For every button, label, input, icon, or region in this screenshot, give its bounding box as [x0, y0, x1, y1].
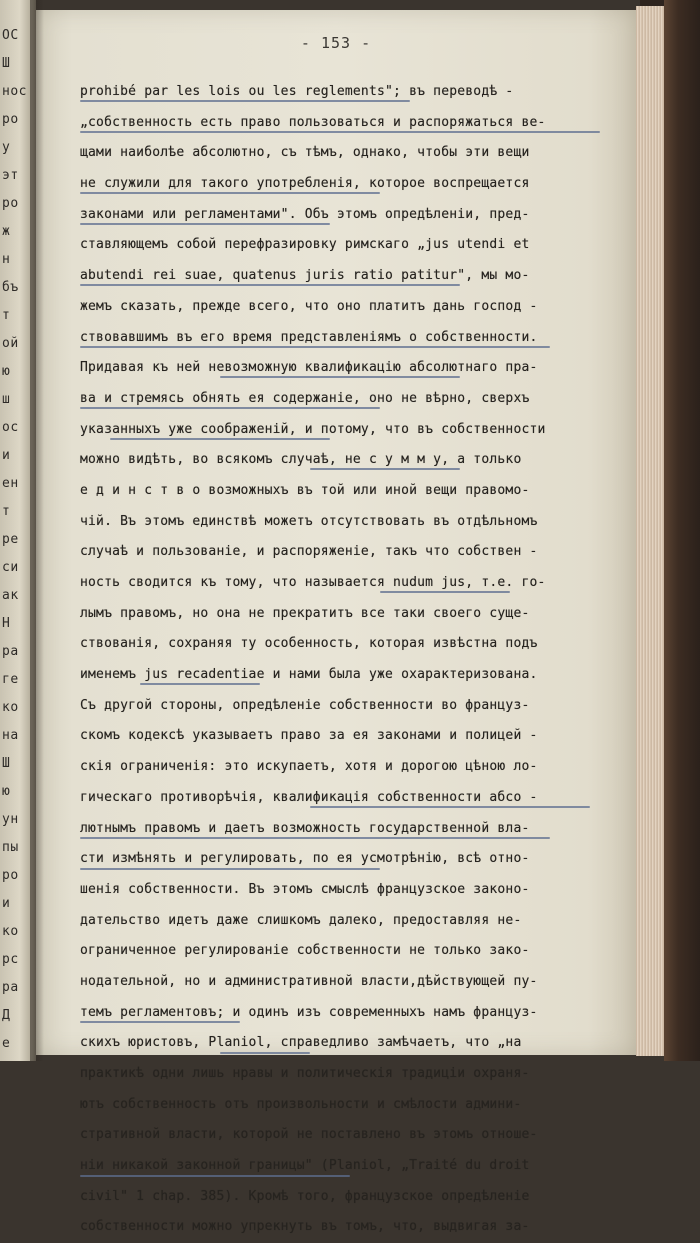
- left-page-fragment: эт: [2, 168, 19, 183]
- left-page-fragment: ОС: [2, 28, 19, 43]
- text-line: сти измѣнять и регулировать, по ея усмотрѣнію, всѣ отно-: [80, 851, 530, 867]
- text-line: указанныхъ уже соображеній, и потому, что въ собственности: [80, 421, 546, 437]
- left-page-fragment: Ш: [2, 56, 11, 71]
- left-page-fragment: ро: [2, 112, 19, 127]
- text-line: нодательной, но и административной власти,дѣйствующей пу-: [80, 973, 538, 989]
- text-line: „собственность есть право пользоваться и распоряжаться ве-: [80, 114, 546, 130]
- text-line: чій. Въ этомъ единствѣ можетъ отсутствовать въ отдѣльномъ: [80, 513, 538, 529]
- text-line: ва и стремясь обнять ея содержаніе, оно не вѣрно, сверхъ: [80, 390, 530, 406]
- pencil-underline: [80, 837, 550, 839]
- text-line: собственности можно упрекнуть въ томъ, что, выдвигая за-: [80, 1219, 530, 1235]
- left-page-fragment: ю: [2, 784, 11, 799]
- pencil-underline: [220, 1052, 310, 1054]
- text-line: скія ограниченія: это искупаетъ, хотя и дорогою цѣною ло-: [80, 759, 538, 775]
- text-line: скихъ юристовъ, Planiol, справедливо замѣчаетъ, что „на: [80, 1035, 522, 1051]
- text-line: Съ другой стороны, опредѣленіе собственности во француз-: [80, 697, 530, 713]
- text-line: законами или регламентами". Объ этомъ опредѣленіи, пред-: [80, 206, 530, 222]
- pencil-underline: [310, 806, 590, 808]
- left-page-fragment: у: [2, 140, 11, 155]
- text-line: темъ регламентовъ; и одинъ изъ современныхъ намъ француз-: [80, 1004, 538, 1020]
- left-page-fragment: бъ: [2, 280, 19, 295]
- pencil-underline: [80, 868, 380, 870]
- left-page-fragment: ра: [2, 644, 19, 659]
- left-page-fragment: пы: [2, 840, 19, 855]
- text-line: prohibé par les lois ou les reglements"; въ переводѣ -: [80, 84, 514, 99]
- left-page-fragment: Ш: [2, 756, 11, 771]
- text-line: abutendi rei suae, quatenus juris ratio patitur", мы мо-: [80, 268, 530, 284]
- left-page-fragment: и: [2, 896, 11, 911]
- left-page-fragment: ш: [2, 392, 11, 407]
- left-page-fragment: ак: [2, 588, 19, 603]
- left-page-fragment: ун: [2, 812, 19, 827]
- left-page-fragment: ро: [2, 868, 19, 883]
- text-line: ствовавшимъ въ его время представленіямъ о собственности.: [80, 329, 538, 345]
- pencil-underline: [80, 1021, 240, 1023]
- left-page-fragment: и: [2, 448, 11, 463]
- text-line: щами наиболѣе абсолютно, съ тѣмъ, однако, чтобы эти вещи: [80, 145, 530, 161]
- left-page-fragment: ре: [2, 532, 19, 547]
- left-page-fragment: ой: [2, 336, 19, 351]
- left-page-fragment: ро: [2, 196, 19, 211]
- text-line: лымъ правомъ, но она не прекратитъ все таки своего суще-: [80, 605, 530, 621]
- text-line: ставляющемъ собой перефразировку римскаго „jus utendi et: [80, 237, 530, 253]
- pencil-underline: [80, 223, 330, 225]
- typed-body-text: [80, 77, 610, 1243]
- text-line: ограниченное регулированіе собственности не только зако-: [80, 943, 530, 959]
- pencil-underline: [80, 346, 550, 348]
- text-line: практикѣ одни лишь нравы и политическія традиціи охраня-: [80, 1066, 530, 1081]
- book-cover-board: [664, 0, 700, 1061]
- left-page-fragment: ко: [2, 700, 19, 715]
- left-page-fragment: ра: [2, 980, 19, 995]
- text-line: ютъ собственность отъ произвольности и смѣлости админи-: [80, 1096, 522, 1112]
- pencil-underline: [380, 591, 510, 593]
- text-line: гическаго противорѣчія, квалификація собственности абсо -: [80, 789, 538, 805]
- pencil-underline: [80, 100, 410, 102]
- pencil-underline: [80, 131, 600, 133]
- left-page-fragment: т: [2, 504, 11, 519]
- left-page-fragment: ж: [2, 224, 11, 239]
- gutter-shadow: [30, 0, 44, 1061]
- text-line: скомъ кодексѣ указываетъ право за ея законами и полицей -: [80, 728, 538, 744]
- text-line: дательство идетъ даже слишкомъ далеко, предоставляя не-: [80, 912, 522, 928]
- pencil-underline: [80, 284, 460, 286]
- text-line: случаѣ и пользованіе, и распоряженіе, такъ что собствен -: [80, 544, 538, 560]
- text-line: можно видѣть, во всякомъ случаѣ, не с у м м у, а только: [80, 452, 522, 468]
- text-line: стративной власти, которой не поставлено въ этомъ отноше-: [80, 1127, 538, 1143]
- left-page-fragment: си: [2, 560, 19, 575]
- page-number: - 153 -: [300, 34, 372, 52]
- pencil-underline: [80, 407, 380, 409]
- pencil-underline: [140, 683, 260, 685]
- pencil-underline: [80, 192, 380, 194]
- left-page-fragment: ен: [2, 476, 19, 491]
- page-edges: [636, 6, 664, 1056]
- left-page-fragment: ге: [2, 672, 19, 687]
- left-page-fragment: на: [2, 728, 19, 743]
- text-line: Придавая къ ней невозможную квалификацію абсолютнаго пра-: [80, 360, 538, 376]
- text-line: civil" 1 chap. 385). Кромѣ того, французское опредѣленіе: [80, 1188, 530, 1204]
- text-line: ніи никакой законной границы" (Planiol, „Traité du droit: [80, 1158, 530, 1174]
- pencil-underline: [220, 376, 460, 378]
- left-page-fragment: нос: [2, 84, 27, 99]
- pencil-underline: [110, 438, 330, 440]
- document-page: [36, 10, 636, 1235]
- left-page-fragment: рс: [2, 952, 19, 967]
- left-page-fragment: т: [2, 308, 11, 323]
- left-page-fragment: ко: [2, 924, 19, 939]
- text-line: жемъ сказать, прежде всего, что оно платитъ дань господ -: [80, 298, 538, 314]
- left-page-fragment: ос: [2, 420, 19, 435]
- left-page-fragment: е: [2, 1036, 11, 1051]
- text-line: лютнымъ правомъ и даетъ возможность государственной вла-: [80, 820, 530, 836]
- text-line: шенія собственности. Въ этомъ смыслѣ французское законо-: [80, 881, 530, 897]
- left-page-fragment: Н: [2, 616, 11, 631]
- text-line: не служили для такого употребленія, которое воспрещается: [80, 176, 530, 192]
- text-line: ность сводится къ тому, что называется nudum jus, т.е. го-: [80, 575, 546, 590]
- text-line: именемъ jus recadentiae и нами была уже охарактеризована.: [80, 667, 538, 683]
- pencil-underline: [80, 1175, 350, 1177]
- left-page-fragment: Д: [2, 1008, 11, 1023]
- text-line: ствованія, сохраняя ту особенность, которая извѣстна подъ: [80, 636, 538, 652]
- text-line: е д и н с т в о возможныхъ въ той или иной вещи правомо-: [80, 482, 530, 498]
- left-page-fragment: ю: [2, 364, 11, 379]
- left-page-fragment: н: [2, 252, 11, 267]
